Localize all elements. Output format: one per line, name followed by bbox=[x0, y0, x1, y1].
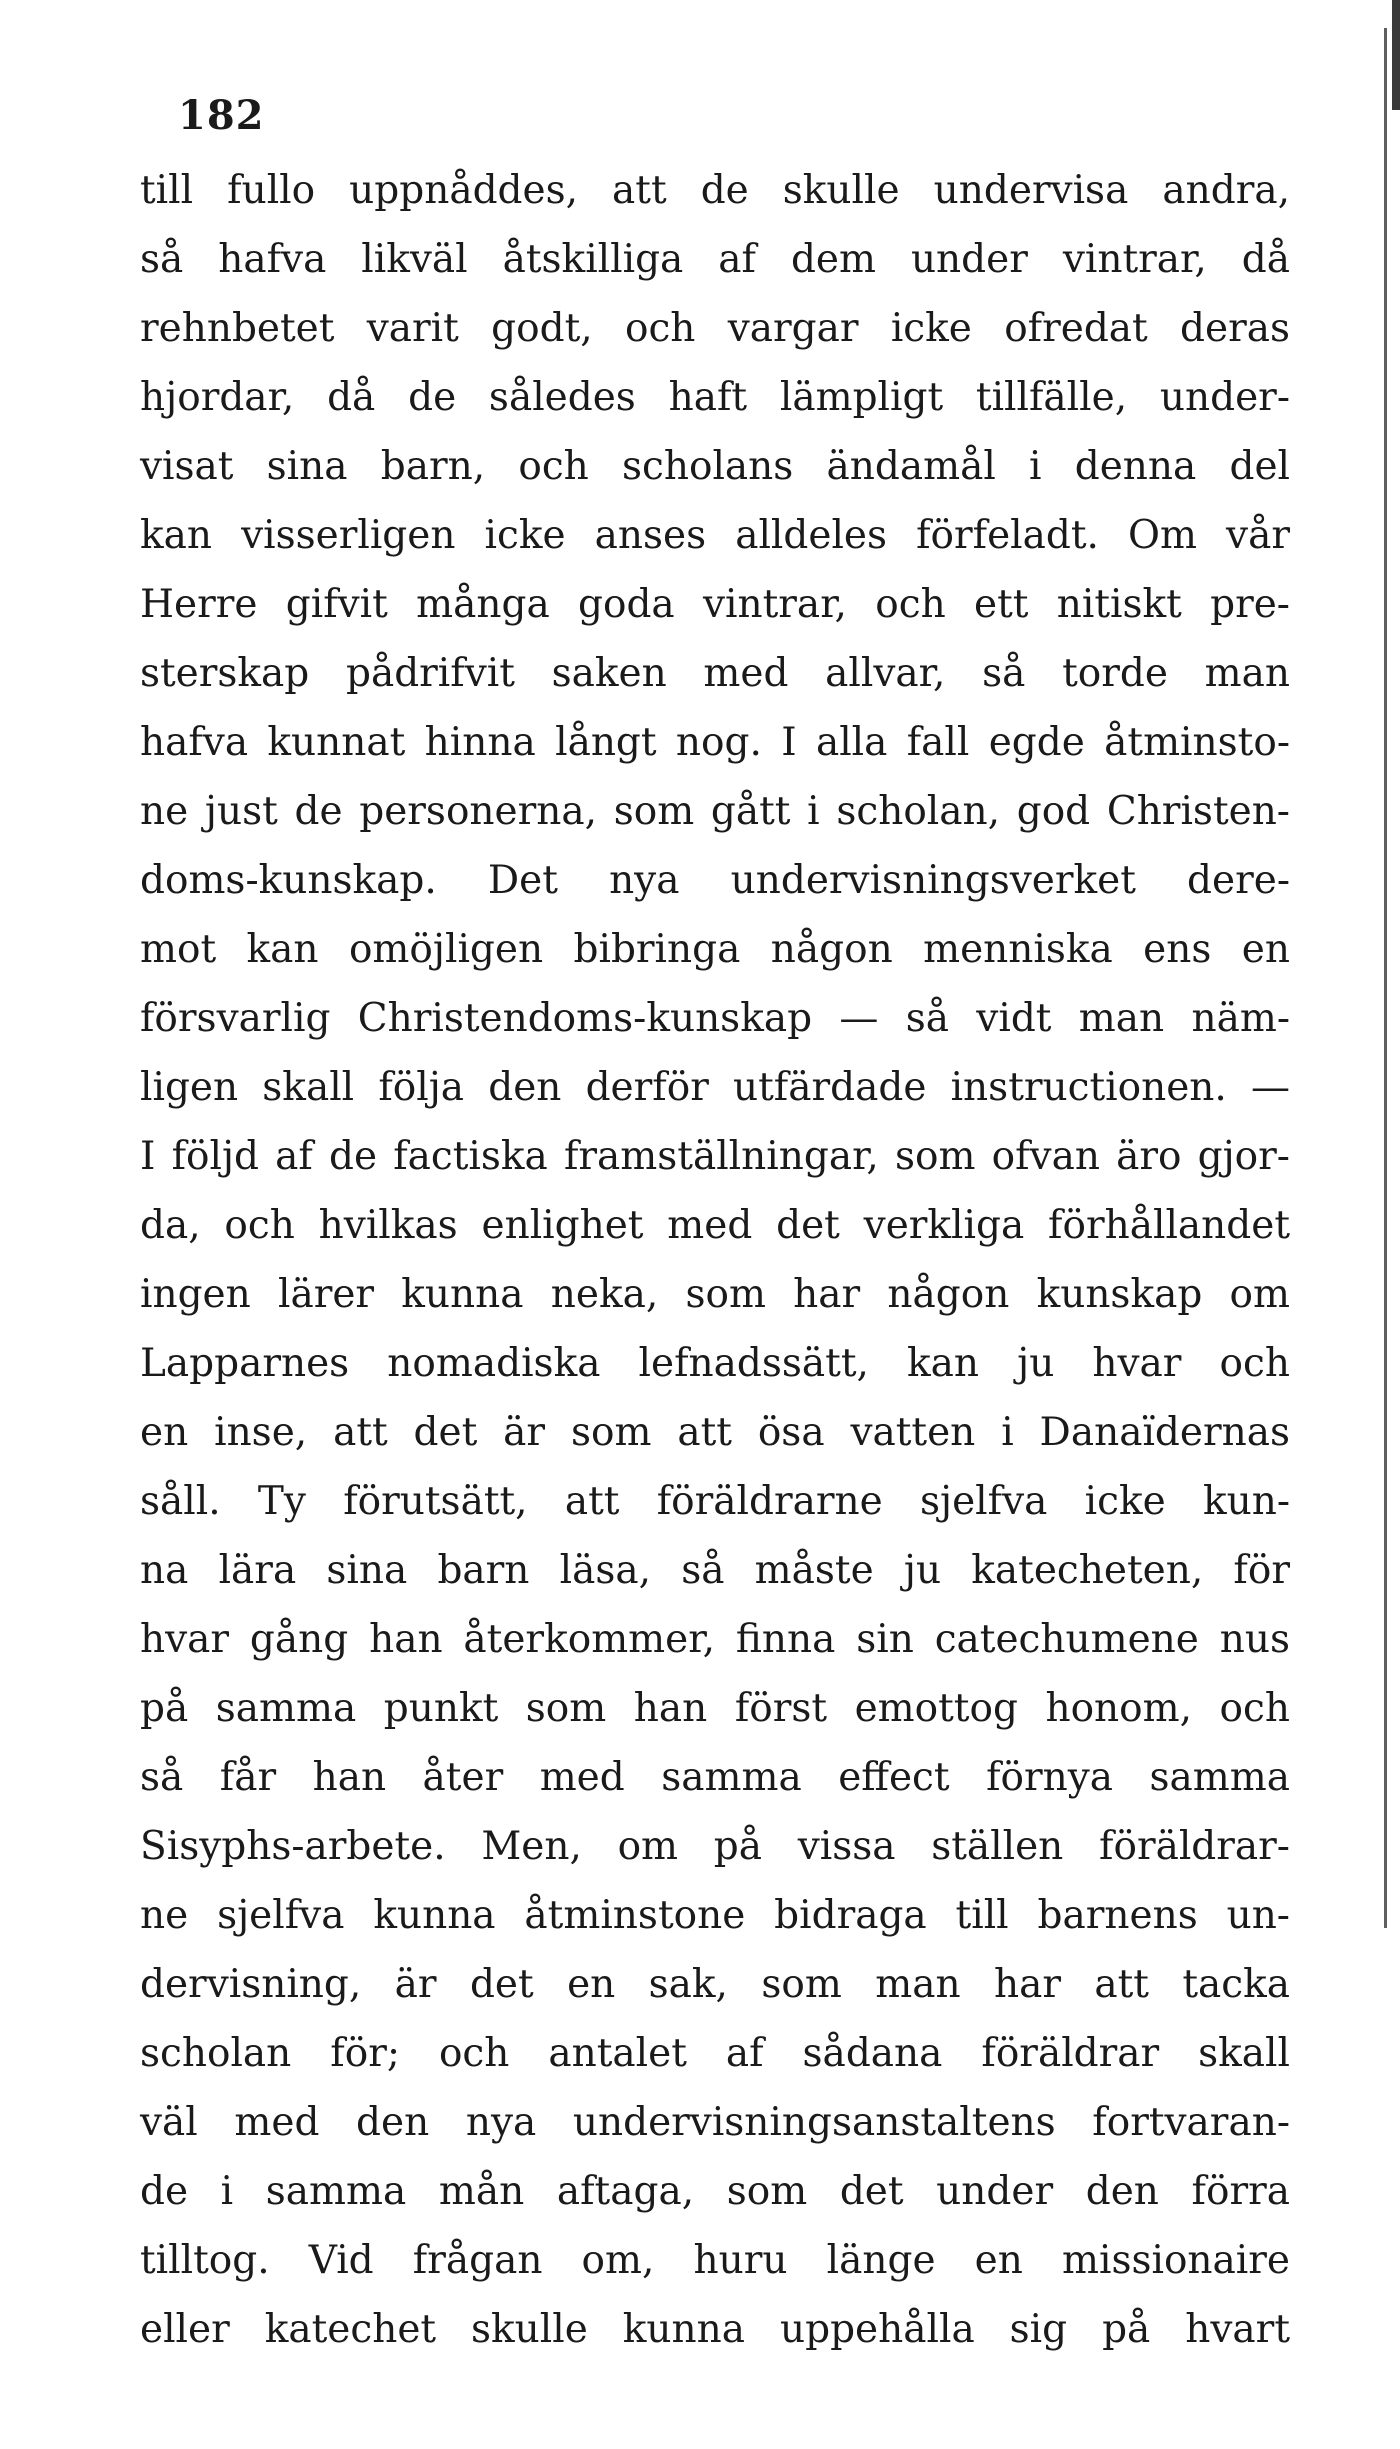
text-line: försvarlig Christendoms-kunskap — så vidt man näm- bbox=[140, 996, 1290, 1041]
text-line: na lära sina barn läsa, så måste ju katecheten, för bbox=[140, 1548, 1290, 1593]
text-line: hafva kunnat hinna långt nog. I alla fall egde åtminsto- bbox=[140, 720, 1290, 765]
text-line: kan visserligen icke anses alldeles förfeladt. Om vår bbox=[140, 513, 1290, 558]
text-line: I följd af de factiska framställningar, som ofvan äro gjor- bbox=[140, 1134, 1290, 1179]
text-line: Lapparnes nomadiska lefnadssätt, kan ju hvar och bbox=[140, 1341, 1290, 1386]
text-line: hvar gång han återkommer, finna sin catechumene nus bbox=[140, 1617, 1290, 1662]
text-line: scholan för; och antalet af sådana föräldrar skall bbox=[140, 2031, 1290, 2076]
page-number: 182 bbox=[178, 92, 265, 139]
text-line: en inse, att det är som att ösa vatten i Danaïdernas bbox=[140, 1410, 1290, 1455]
text-line: eller katechet skulle kunna uppehålla sig på hvart bbox=[140, 2307, 1290, 2352]
text-line: ne just de personerna, som gått i scholan, god Christen- bbox=[140, 789, 1290, 834]
text-line: hjordar, då de således haft lämpligt tillfälle, under- bbox=[140, 375, 1290, 420]
text-line: så får han åter med samma effect förnya samma bbox=[140, 1755, 1290, 1800]
text-line: da, och hvilkas enlighet med det verkliga förhållandet bbox=[140, 1203, 1290, 1248]
body-text bbox=[140, 156, 1290, 2364]
text-line: till fullo uppnåddes, att de skulle undervisa andra, bbox=[140, 168, 1290, 213]
text-line: mot kan omöjligen bibringa någon menniska ens en bbox=[140, 927, 1290, 972]
text-line: ligen skall följa den derför utfärdade instructionen. — bbox=[140, 1065, 1290, 1110]
text-line: Herre gifvit många goda vintrar, och ett nitiskt pre- bbox=[140, 582, 1290, 627]
text-line: de i samma mån aftaga, som det under den förra bbox=[140, 2169, 1290, 2214]
text-line: så hafva likväl åtskilliga af dem under vintrar, då bbox=[140, 237, 1290, 282]
text-line: tilltog. Vid frågan om, huru länge en missionaire bbox=[140, 2238, 1290, 2283]
text-line: på samma punkt som han först emottog honom, och bbox=[140, 1686, 1290, 1731]
text-line: visat sina barn, och scholans ändamål i denna del bbox=[140, 444, 1290, 489]
text-line: rehnbetet varit godt, och vargar icke ofredat deras bbox=[140, 306, 1290, 351]
text-line: väl med den nya undervisningsanstaltens fortvaran- bbox=[140, 2100, 1290, 2145]
text-line: ne sjelfva kunna åtminstone bidraga till barnens un- bbox=[140, 1893, 1290, 1938]
text-line: ingen lärer kunna neka, som har någon kunskap om bbox=[140, 1272, 1290, 1317]
text-line: dervisning, är det en sak, som man har att tacka bbox=[140, 1962, 1290, 2007]
text-line: Sisyphs-arbete. Men, om på vissa ställen föräldrar- bbox=[140, 1824, 1290, 1869]
text-line: såll. Ty förutsätt, att föräldrarne sjelfva icke kun- bbox=[140, 1479, 1290, 1524]
page-edge-line bbox=[1384, 28, 1387, 1928]
text-line: doms-kunskap. Det nya undervisningsverket dere- bbox=[140, 858, 1290, 903]
text-line: sterskap pådrifvit saken med allvar, så torde man bbox=[140, 651, 1290, 696]
page-edge-shadow bbox=[1392, 0, 1400, 110]
